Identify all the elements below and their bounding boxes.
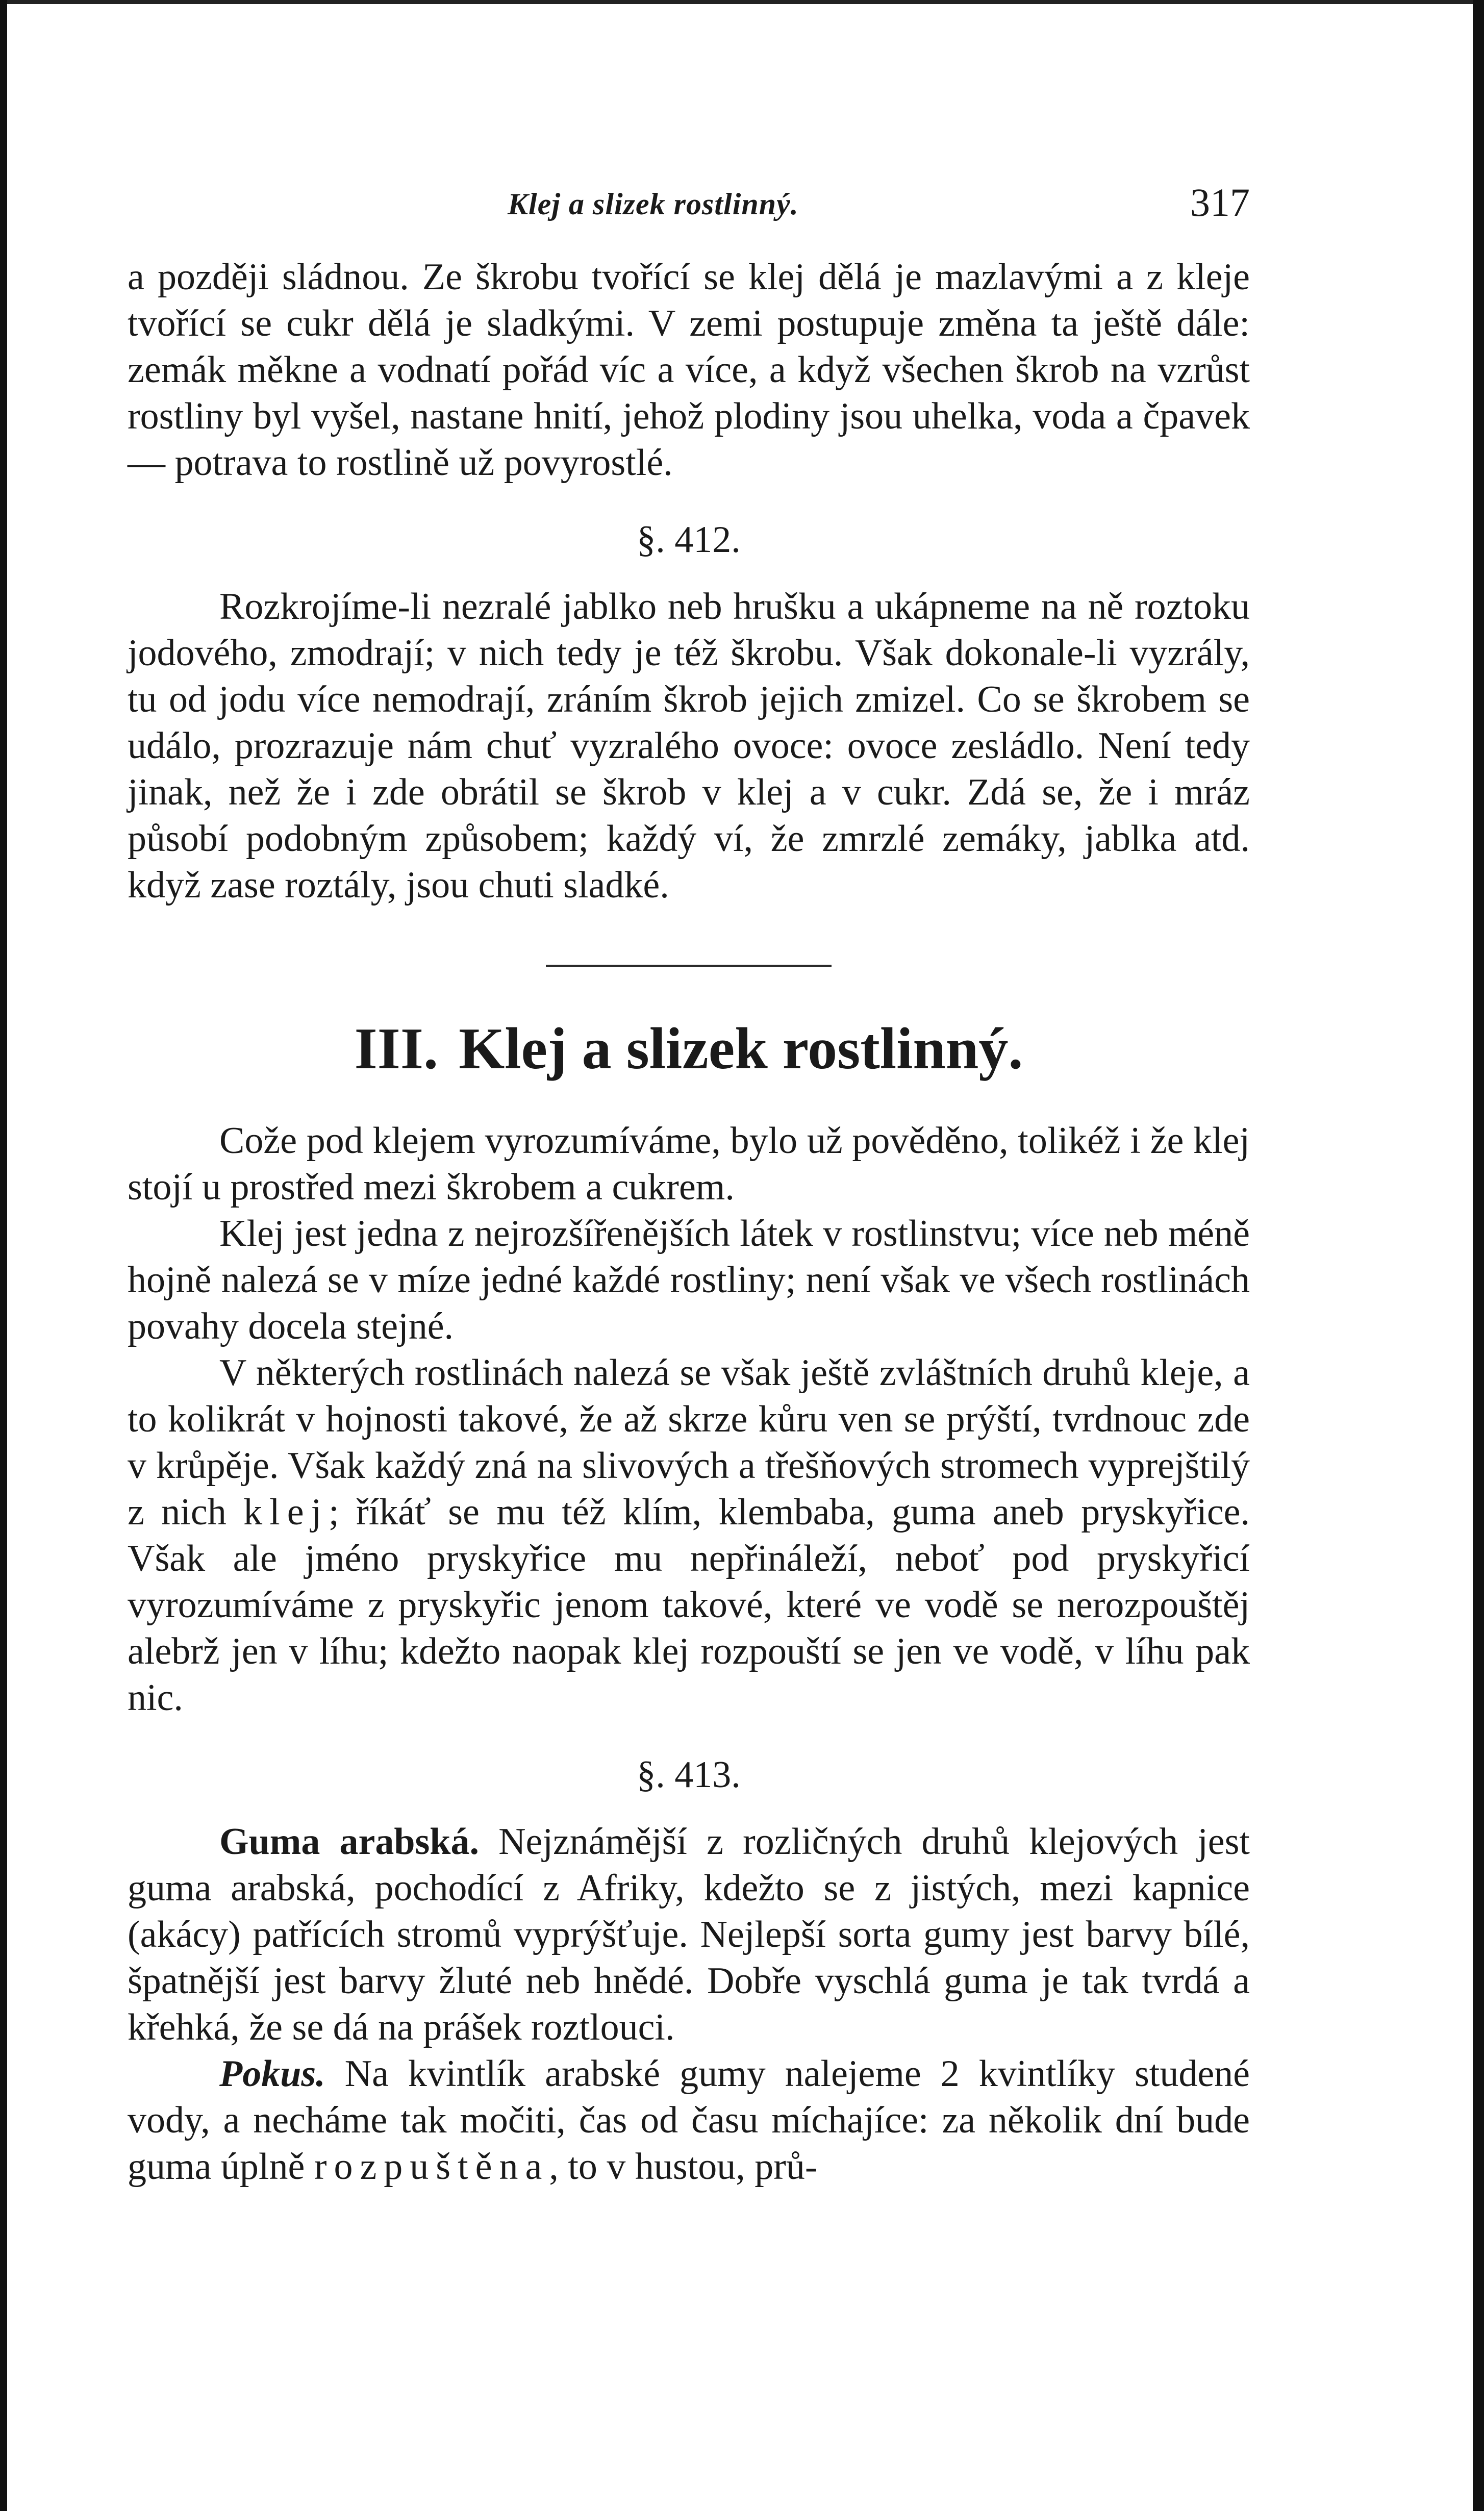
- paragraph: [128, 1350, 1250, 1721]
- chapter-number: III.: [354, 1016, 439, 1082]
- paragraph: Cože pod klejem vyrozumíváme, bylo už pověděno, tolikéž i že klej stojí u prostřed mezi škrobem a cukrem.: [128, 1120, 1250, 1208]
- paragraph-text: ; říkáť se mu též klím, klembaba, guma aneb pryskyřice. Však ale jméno pryskyřice mu nepřináleží, neboť pod pryskyřicí vyrozumíváme z pryskyřic jenom takové, které ve vodě se nerozpouštěj alebrž jen v líhu; kdežto naopak klej rozpouští se jen ve vodě, v líhu pak nic.: [128, 1491, 1250, 1719]
- running-title: Klej a slizek rostlinný.: [508, 187, 799, 221]
- paragraph-lead: Guma arabská.: [219, 1821, 479, 1863]
- paragraph: Rozkrojíme-li nezralé jablko neb hrušku a ukápneme na ně roztoku jodového, zmodrají; v nich tedy je též škrobu. Však dokonale-li vyzrály, tu od jodu více nemodrají, zráním škrob jejich zmizel. Co se škrobem se událo, prozrazuje nám chuť vyzralého ovoce: ovoce zesládlo. Není tedy jinak, než že i zde obrátil se škrob v klej a v cukr. Zdá se, že i mráz působí podobným způsobem; každý ví, že zmrzlé zemáky, jablka atd. když zase roztály, jsou chuti sladké.: [128, 586, 1250, 906]
- scan-edge-right: [1473, 0, 1484, 2511]
- paragraph: [128, 1819, 1250, 2051]
- paragraph-text: V některých rostlinách nalezá se však ještě zvláštních druhů kleje, a to kolikrát v hojnosti takové, že až skrze kůru ven se prýští, tvrdnouc zde v krůpěje. Však každý zná na slivových a třešňových stromech vyprejštilý z nich: [128, 1352, 1250, 1533]
- paragraph-lead: Pokus.: [219, 2053, 325, 2095]
- paragraph: a později sládnou. Ze škrobu tvořící se klej dělá je mazlavými a z kleje tvořící se cukr dělá je sladkými. V zemi postupuje změna ta ještě dále: zemák měkne a vodnatí pořád víc a více, a když všechen škrob na vzrůst rostliny byl vyšel, nastane hnití, jehož plodiny jsou uhelka, voda a čpavek — potrava to rostlině už povyrostlé.: [128, 256, 1250, 484]
- page-number: 317: [1190, 180, 1250, 224]
- paragraph: Klej jest jedna z nejrozšířenějších látek v rostlinstvu; více neb méně hojně nalezá se v míze jedné každé rostliny; není však ve všech rostlinách povahy docela stejné.: [128, 1213, 1250, 1347]
- running-head: [128, 180, 1250, 231]
- scan-edge-left: [0, 0, 7, 2511]
- body-text: [128, 254, 1250, 2190]
- emphasized-word: rozpuštěna: [314, 2146, 549, 2188]
- paragraph: [128, 2051, 1250, 2190]
- paragraph-text: Nejznámější z rozličných druhů klejových jest guma arabská, pochodící z Afriky, kdežto se z jistých, mezi kapnice (akácy) patřících stromů vyprýšťuje. Nejlepší sorta gumy jest barvy bílé, špatnější jest barvy žluté neb hnědé. Dobře vyschlá guma je tak tvrdá a křehká, že se dá na prášek roztlouci.: [128, 1821, 1250, 2048]
- chapter-heading: [128, 1016, 1250, 1082]
- separator: [128, 909, 1250, 1016]
- paragraph-text: Na kvintlík arabské gumy nalejeme 2 kvintlíky studené vody, a necháme tak močiti, čas od času míchajíce: za několik dní bude guma úplně: [128, 2053, 1250, 2188]
- paragraph-text: , to v hustou, prů-: [549, 2146, 818, 2188]
- scan-edge-top: [0, 0, 1484, 4]
- section-number: §. 413.: [637, 1754, 741, 1796]
- emphasized-word: klej: [243, 1491, 329, 1533]
- chapter-title: Klej a slizek rostlinný.: [459, 1016, 1023, 1082]
- section-number: §. 412.: [637, 519, 741, 561]
- horizontal-rule: [546, 965, 832, 967]
